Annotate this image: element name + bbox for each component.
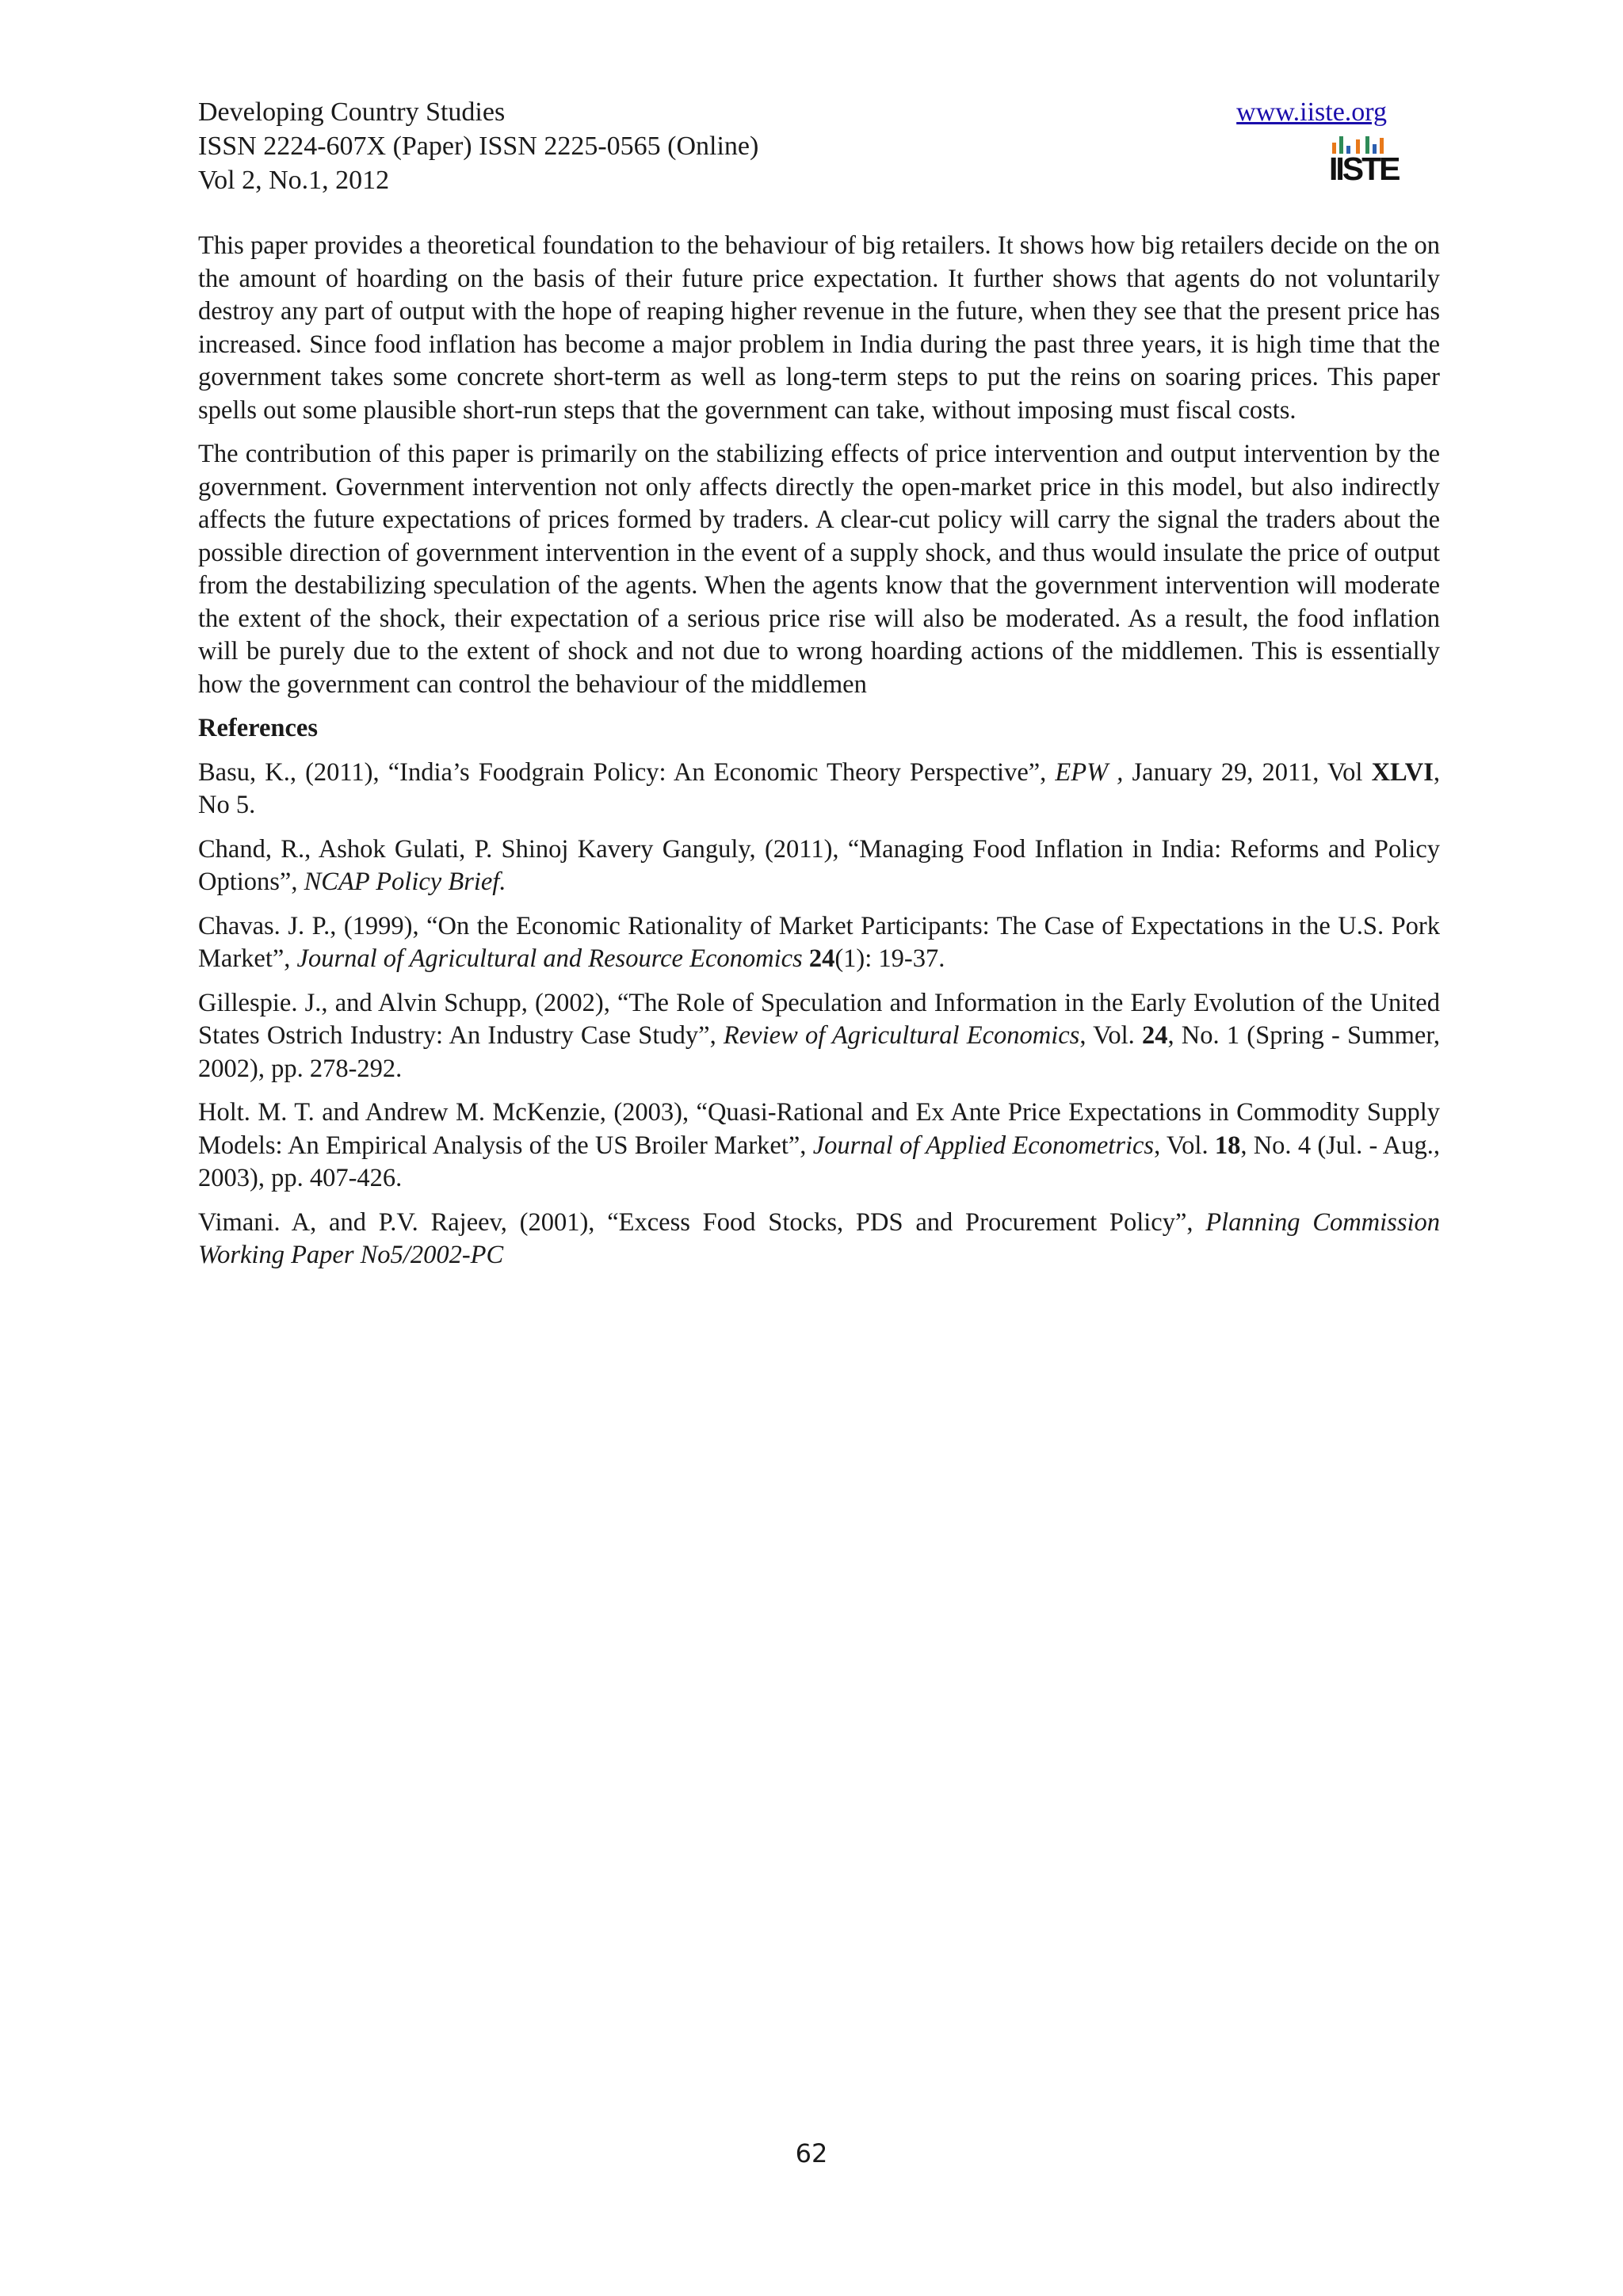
volume-line: Vol 2, No.1, 2012 <box>198 166 390 195</box>
reference-item <box>198 987 1440 1086</box>
reference-text: NCAP Policy Brief. <box>304 868 506 896</box>
iiste-logo <box>1329 136 1399 192</box>
site-link[interactable]: www.iiste.org <box>1236 97 1387 127</box>
reference-text: , No 5. <box>198 757 1440 819</box>
reference-text: , Vol. <box>1154 1131 1215 1160</box>
reference-text: , No. 1 (Spring - Summer, 2002), pp. 278-292. <box>198 1021 1440 1083</box>
journal-title: Developing Country Studies <box>198 97 506 127</box>
reference-text: Journal of Applied Econometrics <box>812 1131 1155 1160</box>
reference-text: EPW , <box>1055 757 1124 787</box>
reference-text: (1): 19-37. <box>834 944 945 973</box>
reference-text: Review of Agricultural Economics <box>723 1021 1080 1050</box>
issn-line: ISSN 2224-607X (Paper) ISSN 2225-0565 (Online) <box>198 132 759 161</box>
reference-item <box>198 833 1440 899</box>
reference-item <box>198 757 1440 822</box>
logo-wordmark: IISTE <box>1329 151 1399 187</box>
reference-text: Vimani. A, and P.V. Rajeev, (2001), “Excess Food Stocks, PDS and Procurement Policy”, <box>198 1207 1206 1237</box>
article-body <box>198 230 1440 1283</box>
reference-text: 24 <box>1141 1021 1168 1050</box>
reference-text: Chavas. J. P., (1999), “On the Economic Rationality of Market Participants: The Case of Expectations in the U.S. Pork Market”, <box>198 911 1440 973</box>
references-heading: References <box>198 714 318 742</box>
reference-text: Chand, R., Ashok Gulati, P. Shinoj Kavery Ganguly, (2011), “Managing Food Inflation in India: Reforms and Policy Options”, <box>198 834 1440 896</box>
reference-text: Planning Commission Working Paper No5/2002-PC <box>198 1207 1440 1269</box>
reference-text: , Vol. <box>1079 1021 1142 1050</box>
reference-item <box>198 1207 1440 1272</box>
reference-text: Holt. M. T. and Andrew M. McKenzie, (2003), “Quasi-Rational and Ex Ante Price Expectations in Commodity Supply Models: An Empirical Analysis of the US Broiler Market”, <box>198 1098 1440 1160</box>
paragraph-summary: This paper provides a theoretical foundation to the behaviour of big retailers. It shows how big retailers decide on the on the amount of hoarding on the basis of their future price expectation. It further shows that agents do not voluntarily destroy any part of output with the hope of reaping higher revenue in the future, when they see that the present price has increased. Since food inflation has become a major problem in India during the past three years, it is high time that the government takes some concrete short-term as well as long-term steps to put the reins on soaring prices. This paper spells out some plausible short-run steps that the government can take, without imposing must fiscal costs. <box>198 231 1440 425</box>
reference-text: XLVI <box>1371 757 1434 787</box>
reference-text: 18 <box>1214 1131 1241 1160</box>
paragraph-contribution: The contribution of this paper is primarily on the stabilizing effects of price intervention and output intervention by the government. Government intervention not only affects directly the open-market price in this model, but also indirectly affects the future expectations of prices formed by traders. A clear-cut policy will carry the signal the traders about the possible direction of government intervention in the event of a supply shock, and thus would insulate the price of output from the destabilizing speculation of the agents. When the agents know that the government intervention will moderate the extent of the shock, their expectation of a serious price rise will also be moderated. As a result, the food inflation will be purely due to the extent of shock and not due to wrong hoarding actions of the middlemen. This is essentially how the government can control the behaviour of the middlemen <box>198 440 1440 699</box>
reference-text: January 29, 2011, Vol <box>1123 757 1372 787</box>
reference-text: , No. 4 (Jul. - Aug., 2003), pp. 407-426. <box>198 1131 1440 1192</box>
reference-text: 24 <box>808 944 835 973</box>
references-list <box>198 757 1440 1272</box>
reference-text <box>803 944 809 973</box>
reference-text: Gillespie. J., and Alvin Schupp, (2002), “The Role of Speculation and Information in the Early Evolution of the United States Ostrich Industry: An Industry Case Study”, <box>198 988 1440 1050</box>
reference-text: Journal of Agricultural and Resource Economics <box>296 944 803 973</box>
reference-item <box>198 1097 1440 1196</box>
reference-item <box>198 910 1440 976</box>
page-number: 62 <box>795 2138 828 2168</box>
reference-text: Basu, K., (2011), “India’s Foodgrain Policy: An Economic Theory Perspective”, <box>198 757 1056 787</box>
page-header <box>198 95 1399 197</box>
